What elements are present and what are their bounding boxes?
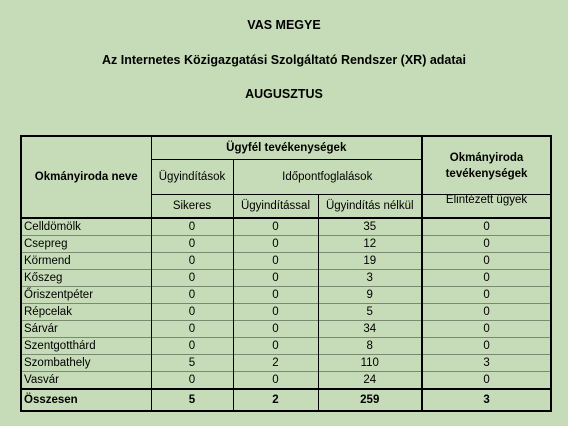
table-row xyxy=(21,355,551,372)
successful-cell: 0 xyxy=(151,321,233,338)
successful-cell: 0 xyxy=(151,218,233,236)
office-name-header: Okmányiroda neve xyxy=(21,136,151,218)
with-case-cell: 0 xyxy=(233,321,318,338)
without-case-cell: 19 xyxy=(318,253,422,270)
completed-cell: 0 xyxy=(422,321,551,338)
without-case-cell: 35 xyxy=(318,218,422,236)
appointments-header: Időpontfoglalások xyxy=(233,160,422,195)
completed-cell: 0 xyxy=(422,218,551,236)
successful-cell: 0 xyxy=(151,236,233,253)
office-activities-header: Okmányiroda tevékenységek xyxy=(422,136,551,195)
total-completed: 3 xyxy=(422,389,551,411)
without-case-header: Ügyindítás nélkül xyxy=(318,195,422,219)
successful-cell: 0 xyxy=(151,372,233,390)
month-title: AUGUSZTUS xyxy=(245,87,323,101)
without-case-cell: 34 xyxy=(318,321,422,338)
successful-cell: 0 xyxy=(151,270,233,287)
with-case-cell: 0 xyxy=(233,270,318,287)
with-case-header: Ügyindítással xyxy=(233,195,318,219)
total-with-case: 2 xyxy=(233,389,318,411)
report-subtitle: Az Internetes Közigazgatási Szolgáltató Rendszer (XR) adatai xyxy=(102,53,466,67)
table-row xyxy=(21,270,551,287)
with-case-cell: 0 xyxy=(233,338,318,355)
table-row xyxy=(21,372,551,390)
without-case-cell: 3 xyxy=(318,270,422,287)
successful-cell: 0 xyxy=(151,338,233,355)
client-activities-header: Ügyfél tevékenységek xyxy=(151,136,422,160)
office-name-cell: Vasvár xyxy=(21,372,151,390)
table-row xyxy=(21,304,551,321)
successful-cell: 0 xyxy=(151,253,233,270)
without-case-cell: 12 xyxy=(318,236,422,253)
office-name-cell: Őriszentpéter xyxy=(21,287,151,304)
table-row xyxy=(21,236,551,253)
successful-header: Sikeres xyxy=(151,195,233,219)
without-case-cell: 24 xyxy=(318,372,422,390)
table-row xyxy=(21,253,551,270)
table-row xyxy=(21,338,551,355)
completed-cell: 0 xyxy=(422,287,551,304)
with-case-cell: 0 xyxy=(233,372,318,390)
successful-cell: 0 xyxy=(151,304,233,321)
with-case-cell: 0 xyxy=(233,236,318,253)
completed-header: Elintézett ügyek xyxy=(422,189,551,213)
completed-cell: 3 xyxy=(422,355,551,372)
with-case-cell: 0 xyxy=(233,218,318,236)
table-row xyxy=(21,287,551,304)
statistics-table xyxy=(20,135,552,412)
without-case-cell: 8 xyxy=(318,338,422,355)
completed-cell: 0 xyxy=(422,253,551,270)
with-case-cell: 2 xyxy=(233,355,318,372)
office-name-cell: Szentgotthárd xyxy=(21,338,151,355)
without-case-cell: 9 xyxy=(318,287,422,304)
table-row xyxy=(21,321,551,338)
office-name-cell: Répcelak xyxy=(21,304,151,321)
with-case-cell: 0 xyxy=(233,253,318,270)
completed-cell: 0 xyxy=(422,304,551,321)
office-name-cell: Kőszeg xyxy=(21,270,151,287)
office-name-cell: Csepreg xyxy=(21,236,151,253)
with-case-cell: 0 xyxy=(233,287,318,304)
office-name-cell: Celldömölk xyxy=(21,218,151,236)
with-case-cell: 0 xyxy=(233,304,318,321)
office-name-cell: Sárvár xyxy=(21,321,151,338)
total-successful: 5 xyxy=(151,389,233,411)
completed-cell: 0 xyxy=(422,236,551,253)
completed-cell: 0 xyxy=(422,338,551,355)
table-row xyxy=(21,218,551,236)
office-name-cell: Szombathely xyxy=(21,355,151,372)
county-title: VAS MEGYE xyxy=(247,18,321,32)
office-name-cell: Körmend xyxy=(21,253,151,270)
successful-cell: 0 xyxy=(151,287,233,304)
completed-cell: 0 xyxy=(422,270,551,287)
successful-cell: 5 xyxy=(151,355,233,372)
total-without-case: 259 xyxy=(318,389,422,411)
without-case-cell: 110 xyxy=(318,355,422,372)
initiations-header: Ügyindítások xyxy=(151,160,233,195)
without-case-cell: 5 xyxy=(318,304,422,321)
completed-cell: 0 xyxy=(422,372,551,390)
total-row xyxy=(21,389,551,411)
total-label: Összesen xyxy=(21,389,151,411)
